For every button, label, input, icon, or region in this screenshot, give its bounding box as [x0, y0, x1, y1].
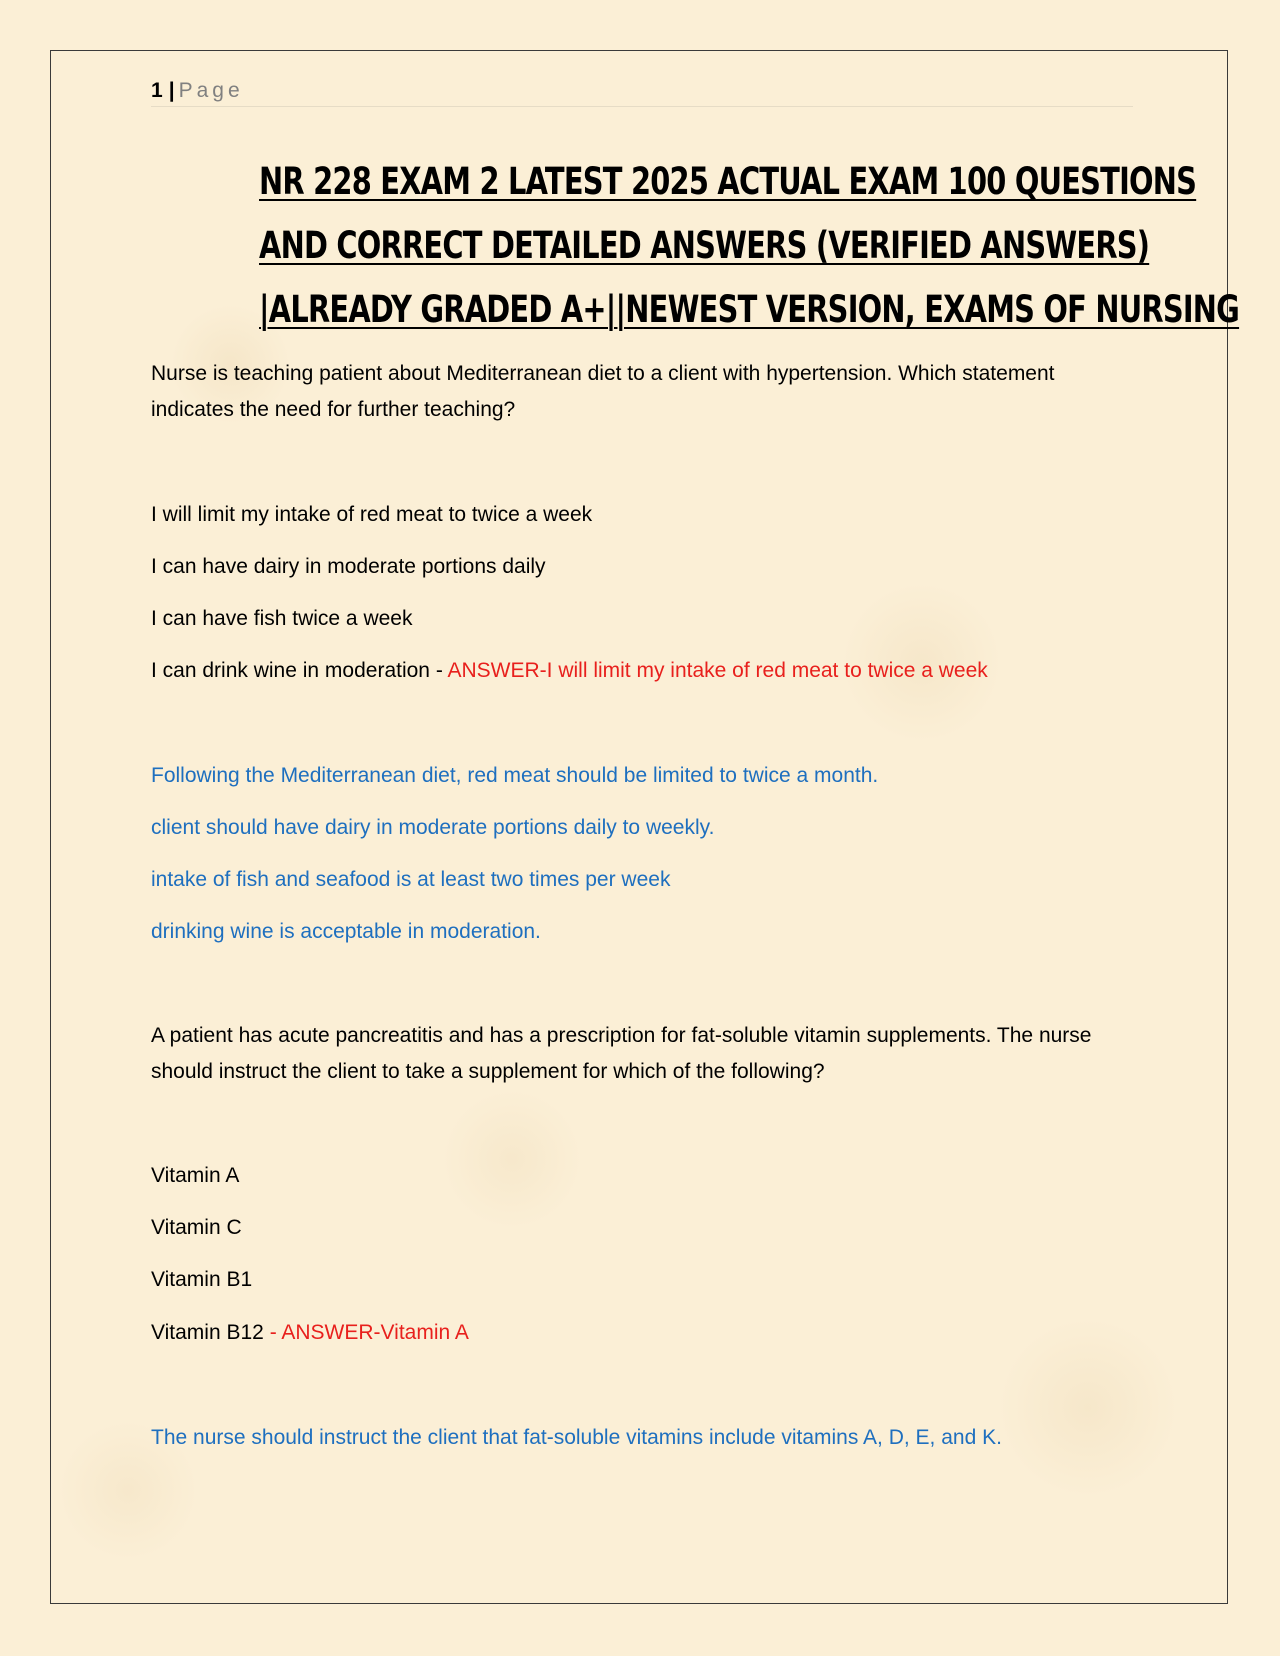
q1-rationale-4: drinking wine is acceptable in moderation.	[151, 920, 541, 943]
title-line-2: AND CORRECT DETAILED ANSWERS (VERIFIED ANSWERS)	[259, 224, 1150, 267]
q2-option-c: Vitamin B1	[151, 1268, 253, 1291]
q2-option-d: Vitamin B12	[151, 1321, 264, 1344]
q1-rationale-2: client should have dairy in moderate portions daily to weekly.	[151, 816, 715, 839]
q1-option-b: I can have dairy in moderate portions daily	[151, 555, 546, 578]
q1-answer: ANSWER-I will limit my intake of red meat to twice a week	[447, 659, 988, 682]
q1-option-d-with-answer	[151, 653, 1136, 689]
q2-option-d-with-answer	[151, 1315, 1136, 1351]
q2-rationale: The nurse should instruct the client that fat-soluble vitamins include vitamins A, D, E, and K.	[151, 1426, 1002, 1449]
q2-option-b: Vitamin C	[151, 1216, 242, 1239]
q1-option-c: I can have fish twice a week	[151, 607, 413, 630]
q1-option-a: I will limit my intake of red meat to twice a week	[151, 503, 593, 526]
q2-answer: - ANSWER-Vitamin A	[263, 1321, 469, 1344]
title-line-1: NR 228 EXAM 2 LATEST 2025 ACTUAL EXAM 100 QUESTIONS	[259, 160, 1197, 203]
question-2-stem: A patient has acute pancreatitis and has a prescription for fat-soluble vitamin supplements. The nurse should instruct the client to take a supplement for which of the following?	[151, 1024, 1092, 1083]
page-header	[151, 76, 1133, 107]
q1-rationale-1: Following the Mediterranean diet, red meat should be limited to twice a month.	[151, 764, 879, 787]
q1-rationale-3: intake of fish and seafood is at least two times per week	[151, 868, 671, 891]
title-line-3: |ALREADY GRADED A+||NEWEST VERSION, EXAMS OF NURSING	[259, 288, 1240, 331]
document-title	[259, 150, 1240, 342]
page-number: 1	[151, 79, 163, 102]
question-1-stem: Nurse is teaching patient about Mediterranean diet to a client with hypertension. Which statement indicates the need for further teaching?	[151, 362, 1055, 421]
q1-option-d: I can drink wine in moderation -	[151, 659, 448, 682]
page-label: Page	[178, 79, 244, 102]
page-separator: |	[168, 79, 175, 102]
q2-option-a: Vitamin A	[151, 1164, 240, 1187]
